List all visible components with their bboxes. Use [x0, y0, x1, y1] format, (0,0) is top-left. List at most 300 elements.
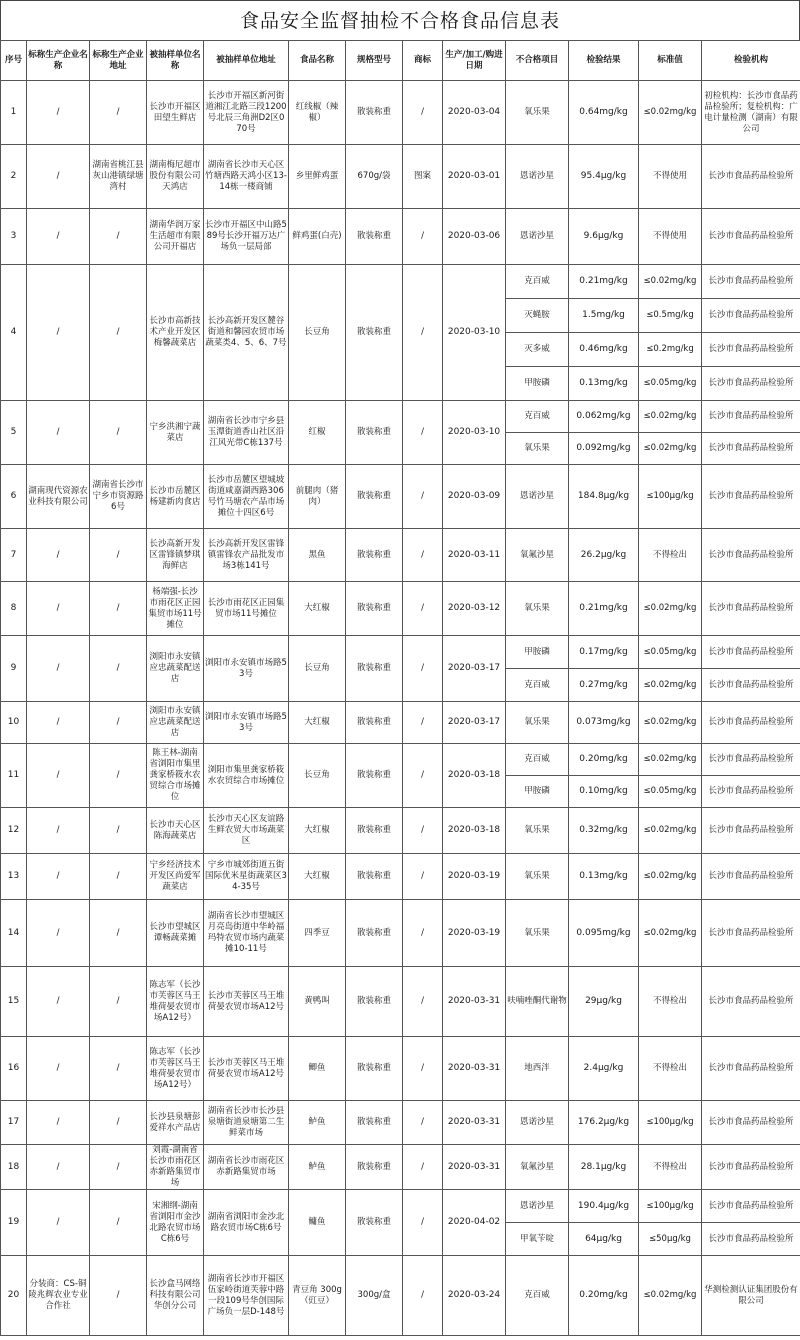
production-date: 2020-03-17 — [443, 702, 506, 744]
sampled-unit-name: 陈志军（长沙市芙蓉区马王堆荷晏农贸市场A12号） — [147, 1037, 204, 1101]
brand: / — [403, 529, 443, 582]
table-row — [1, 1190, 800, 1223]
sampled-unit-name: 宋湘纲-湖南省浏阳市金沙北路农贸市场C栋6号 — [147, 1190, 204, 1256]
production-date: 2020-03-01 — [443, 145, 506, 209]
failed-item: 灭多威 — [506, 333, 569, 367]
table-row — [1, 702, 800, 744]
spec-model: 散装称重 — [346, 465, 403, 529]
test-result: 190.4μg/kg — [569, 1190, 639, 1223]
table-row — [1, 209, 800, 265]
manufacturer-name: / — [27, 1101, 90, 1145]
spec-model: 300g/盒 — [346, 1256, 403, 1336]
standard-value: ≤0.02mg/kg — [639, 900, 702, 967]
standard-value: ≤0.02mg/kg — [639, 854, 702, 900]
sampled-unit-name: 湖南华润万家生活超市有限公司开福店 — [147, 209, 204, 265]
sampled-unit-address: 浏阳市永安镇市场路53号 — [204, 636, 289, 702]
test-result: 9.6μg/kg — [569, 209, 639, 265]
food-name: 乡里鲜鸡蛋 — [289, 145, 346, 209]
standard-value: ≤0.02mg/kg — [639, 669, 702, 702]
manufacturer-address: / — [90, 636, 147, 702]
standard-value: ≤0.02mg/kg — [639, 433, 702, 465]
production-date: 2020-03-10 — [443, 265, 506, 401]
production-date: 2020-03-06 — [443, 209, 506, 265]
row-number: 9 — [1, 636, 27, 702]
standard-value: ≤0.02mg/kg — [639, 401, 702, 433]
test-result: 29μg/kg — [569, 967, 639, 1037]
standard-value: ≤0.05mg/kg — [639, 636, 702, 669]
failed-item: 氧氟沙星 — [506, 529, 569, 582]
production-date: 2020-04-02 — [443, 1190, 506, 1256]
food-name: 鲈鱼 — [289, 1101, 346, 1145]
brand: / — [403, 900, 443, 967]
production-date: 2020-03-18 — [443, 744, 506, 808]
sampled-unit-name: 长沙市望城区谭畅蔬菜摊 — [147, 900, 204, 967]
failed-item: 恩诺沙星 — [506, 1190, 569, 1223]
test-result: 1.5mg/kg — [569, 299, 639, 333]
sampled-unit-address: 湖南省长沙市长沙县泉塘街道泉塘第二生鲜菜市场 — [204, 1101, 289, 1145]
sampled-unit-address: 长沙市天心区友谊路生鲜农贸大市场蔬菜区 — [204, 808, 289, 854]
testing-organization: 长沙市食品药品检验所 — [702, 744, 800, 776]
test-result: 0.13mg/kg — [569, 854, 639, 900]
spec-model: 散装称重 — [346, 967, 403, 1037]
sampled-unit-name: 陈王林-湖南省浏阳市集里龚家桥筱水农贸综合市场摊位 — [147, 744, 204, 808]
spec-model: 散装称重 — [346, 636, 403, 702]
sampled-unit-address: 长沙高新开发区麓谷街道和馨园农贸市场蔬菜类4、5、6、7号 — [204, 265, 289, 401]
testing-organization: 初检机构：长沙市食品药品检验所；复检机构：广电计量检测（湖南）有限公司 — [702, 81, 800, 145]
brand: 图案 — [403, 145, 443, 209]
standard-value: ≤0.02mg/kg — [639, 582, 702, 636]
table-row — [1, 81, 800, 145]
row-number: 12 — [1, 808, 27, 854]
standard-value: ≤0.05mg/kg — [639, 367, 702, 401]
sampled-unit-address: 长沙市开福区中山路589号长沙开福万达广场负一层局部 — [204, 209, 289, 265]
sampled-unit-name: 长沙市天心区陈海蔬菜店 — [147, 808, 204, 854]
testing-organization: 长沙市食品药品检验所 — [702, 529, 800, 582]
manufacturer-name: / — [27, 808, 90, 854]
manufacturer-name: / — [27, 265, 90, 401]
brand: / — [403, 209, 443, 265]
brand: / — [403, 702, 443, 744]
test-result: 0.20mg/kg — [569, 1256, 639, 1336]
sampled-unit-address: 长沙市雨花区正园集贸市场11号摊位 — [204, 582, 289, 636]
table-row — [1, 636, 800, 669]
failed-item: 克百威 — [506, 744, 569, 776]
sampled-unit-name: 杨端强-长沙市雨花区正园集贸市场11号摊位 — [147, 582, 204, 636]
sampled-unit-address: 宁乡市城郊街道五街国际优米星街蔬菜区34-35号 — [204, 854, 289, 900]
failed-item: 恩诺沙星 — [506, 209, 569, 265]
manufacturer-address: 湖南省长沙市宁乡市资源路6号 — [90, 465, 147, 529]
testing-organization: 长沙市食品药品检验所 — [702, 582, 800, 636]
row-number: 13 — [1, 854, 27, 900]
row-number: 1 — [1, 81, 27, 145]
spec-model: 散装称重 — [346, 854, 403, 900]
brand: / — [403, 808, 443, 854]
row-number: 8 — [1, 582, 27, 636]
manufacturer-address: / — [90, 1101, 147, 1145]
header-cell: 检验结果 — [569, 41, 639, 81]
spec-model: 散装称重 — [346, 702, 403, 744]
production-date: 2020-03-19 — [443, 854, 506, 900]
spec-model: 670g/袋 — [346, 145, 403, 209]
failed-item: 氧乐果 — [506, 81, 569, 145]
food-name: 大红椒 — [289, 702, 346, 744]
standard-value: ≤0.02mg/kg — [639, 808, 702, 854]
failed-item: 呋喃唑酮代谢物 — [506, 967, 569, 1037]
failed-item: 氧乐果 — [506, 900, 569, 967]
testing-organization: 长沙市食品药品检验所 — [702, 401, 800, 433]
table-row — [1, 582, 800, 636]
manufacturer-name: / — [27, 900, 90, 967]
sampled-unit-name: 湖南梅尼超市股份有限公司天鸿店 — [147, 145, 204, 209]
failed-item: 氧乐果 — [506, 582, 569, 636]
manufacturer-address: / — [90, 1145, 147, 1190]
failed-item: 恩诺沙星 — [506, 145, 569, 209]
spec-model: 散装称重 — [346, 808, 403, 854]
failed-item: 氧氟沙星 — [506, 1145, 569, 1190]
production-date: 2020-03-18 — [443, 808, 506, 854]
sampled-unit-name: 长沙市高新技术产业开发区梅馨蔬菜店 — [147, 265, 204, 401]
sampled-unit-address: 长沙市岳麓区望城坡街道咸嘉湖西路306号竹马塘农产品市场摊位十四区6号 — [204, 465, 289, 529]
food-name: 前腿肉（猪肉） — [289, 465, 346, 529]
failed-item: 氧乐果 — [506, 854, 569, 900]
spec-model: 散装称重 — [346, 1190, 403, 1256]
testing-organization: 长沙市食品药品检验所 — [702, 1223, 800, 1256]
testing-organization: 长沙市食品药品检验所 — [702, 1101, 800, 1145]
header-cell: 生产/加工/购进日期 — [443, 41, 506, 81]
failed-item: 灭蝇胺 — [506, 299, 569, 333]
spec-model: 散装称重 — [346, 582, 403, 636]
table-row — [1, 1037, 800, 1101]
manufacturer-name: / — [27, 1145, 90, 1190]
manufacturer-address: / — [90, 1037, 147, 1101]
table-title: 食品安全监督抽检不合格食品信息表 — [0, 0, 800, 40]
standard-value: ≤0.02mg/kg — [639, 265, 702, 299]
standard-value: ≤0.05mg/kg — [639, 776, 702, 808]
spec-model: 散装称重 — [346, 744, 403, 808]
row-number: 17 — [1, 1101, 27, 1145]
test-result: 0.21mg/kg — [569, 265, 639, 299]
testing-organization: 长沙市食品药品检验所 — [702, 967, 800, 1037]
sampled-unit-name: 宁乡经济技术开发区尚爱军蔬菜店 — [147, 854, 204, 900]
spec-model: 散装称重 — [346, 401, 403, 465]
brand: / — [403, 582, 443, 636]
sampled-unit-address: 湖南省长沙市雨花区赤新路集贸市场 — [204, 1145, 289, 1190]
testing-organization: 长沙市食品药品检验所 — [702, 808, 800, 854]
brand: / — [403, 854, 443, 900]
inspection-table — [0, 40, 800, 1336]
failed-item: 甲胺磷 — [506, 367, 569, 401]
spec-model: 散装称重 — [346, 900, 403, 967]
testing-organization: 长沙市食品药品检验所 — [702, 433, 800, 465]
testing-organization: 长沙市食品药品检验所 — [702, 900, 800, 967]
row-number: 16 — [1, 1037, 27, 1101]
row-number: 3 — [1, 209, 27, 265]
sampled-unit-name: 浏阳市永安镇应忠蔬菜配送店 — [147, 702, 204, 744]
testing-organization: 长沙市食品药品检验所 — [702, 333, 800, 367]
test-result: 26.2μg/kg — [569, 529, 639, 582]
standard-value: 不得检出 — [639, 967, 702, 1037]
manufacturer-name: 湖南现代资源农业科技有限公司 — [27, 465, 90, 529]
manufacturer-name: / — [27, 582, 90, 636]
failed-item: 地西泮 — [506, 1037, 569, 1101]
test-result: 0.092mg/kg — [569, 433, 639, 465]
food-name: 红椒 — [289, 401, 346, 465]
manufacturer-name: / — [27, 702, 90, 744]
manufacturer-address: / — [90, 582, 147, 636]
sampled-unit-address: 湖南省浏阳市金沙北路农贸市场C栋6号 — [204, 1190, 289, 1256]
testing-organization: 长沙市食品药品检验所 — [702, 636, 800, 669]
header-cell: 商标 — [403, 41, 443, 81]
table-row — [1, 967, 800, 1037]
food-name: 鲜鸡蛋(白壳) — [289, 209, 346, 265]
test-result: 0.095mg/kg — [569, 900, 639, 967]
test-result: 0.32mg/kg — [569, 808, 639, 854]
spec-model: 散装称重 — [346, 529, 403, 582]
test-result: 64μg/kg — [569, 1223, 639, 1256]
test-result: 0.17mg/kg — [569, 636, 639, 669]
failed-item: 克百威 — [506, 401, 569, 433]
spec-model: 散装称重 — [346, 1037, 403, 1101]
failed-item: 氧乐果 — [506, 433, 569, 465]
row-number: 4 — [1, 265, 27, 401]
header-cell: 不合格项目 — [506, 41, 569, 81]
failed-item: 克百威 — [506, 669, 569, 702]
food-name: 黑鱼 — [289, 529, 346, 582]
production-date: 2020-03-24 — [443, 1256, 506, 1336]
sampled-unit-address: 浏阳市集里龚家桥筱水农贸综合市场摊位 — [204, 744, 289, 808]
spec-model: 散装称重 — [346, 1145, 403, 1190]
row-number: 5 — [1, 401, 27, 465]
failed-item: 克百威 — [506, 1256, 569, 1336]
manufacturer-address: 湖南省桃江县灰山港镇绿塘湾村 — [90, 145, 147, 209]
header-cell: 规格型号 — [346, 41, 403, 81]
manufacturer-name: / — [27, 636, 90, 702]
spec-model: 散装称重 — [346, 209, 403, 265]
manufacturer-address: / — [90, 744, 147, 808]
testing-organization: 长沙市食品药品检验所 — [702, 702, 800, 744]
sampled-unit-address: 长沙市芙蓉区马王堆荷晏农贸市场A12号 — [204, 1037, 289, 1101]
sampled-unit-name: 长沙县泉塘彭爱祥水产品店 — [147, 1101, 204, 1145]
failed-item: 甲胺磷 — [506, 776, 569, 808]
manufacturer-address: / — [90, 265, 147, 401]
production-date: 2020-03-31 — [443, 967, 506, 1037]
manufacturer-address: / — [90, 1256, 147, 1336]
sampled-unit-name: 长沙盒马网络科技有限公司华创分公司 — [147, 1256, 204, 1336]
manufacturer-name: / — [27, 81, 90, 145]
sampled-unit-name: 长沙高新开发区雷锋镇梦琪海鲜店 — [147, 529, 204, 582]
production-date: 2020-03-11 — [443, 529, 506, 582]
manufacturer-name: / — [27, 401, 90, 465]
manufacturer-name: / — [27, 529, 90, 582]
standard-value: ≤0.02mg/kg — [639, 744, 702, 776]
table-row — [1, 1145, 800, 1190]
sampled-unit-name: 浏阳市永安镇应忠蔬菜配送店 — [147, 636, 204, 702]
brand: / — [403, 265, 443, 401]
brand: / — [403, 1101, 443, 1145]
testing-organization: 长沙市食品药品检验所 — [702, 367, 800, 401]
header-row — [1, 41, 800, 81]
testing-organization: 长沙市食品药品检验所 — [702, 1145, 800, 1190]
header-cell: 标称生产企业名称 — [27, 41, 90, 81]
standard-value: ≤0.02mg/kg — [639, 702, 702, 744]
food-name: 大红椒 — [289, 582, 346, 636]
row-number: 20 — [1, 1256, 27, 1336]
table-row — [1, 145, 800, 209]
production-date: 2020-03-10 — [443, 401, 506, 465]
manufacturer-address: / — [90, 209, 147, 265]
test-result: 0.20mg/kg — [569, 744, 639, 776]
header-cell: 序号 — [1, 41, 27, 81]
standard-value: ≤100μg/kg — [639, 1190, 702, 1223]
standard-value: ≤0.02mg/kg — [639, 1256, 702, 1336]
brand: / — [403, 744, 443, 808]
testing-organization: 长沙市食品药品检验所 — [702, 776, 800, 808]
food-name: 鳙鱼 — [289, 1190, 346, 1256]
table-row — [1, 808, 800, 854]
row-number: 7 — [1, 529, 27, 582]
sampled-unit-name: 陈志军（长沙市芙蓉区马王堆荷晏农贸市场A12号） — [147, 967, 204, 1037]
brand: / — [403, 1190, 443, 1256]
manufacturer-name: / — [27, 1190, 90, 1256]
manufacturer-name: / — [27, 1037, 90, 1101]
production-date: 2020-03-31 — [443, 1037, 506, 1101]
brand: / — [403, 81, 443, 145]
brand: / — [403, 1145, 443, 1190]
table-row — [1, 401, 800, 433]
row-number: 2 — [1, 145, 27, 209]
test-result: 0.062mg/kg — [569, 401, 639, 433]
test-result: 0.27mg/kg — [569, 669, 639, 702]
testing-organization: 长沙市食品药品检验所 — [702, 465, 800, 529]
brand: / — [403, 1256, 443, 1336]
header-cell: 被抽样单位地址 — [204, 41, 289, 81]
food-name: 鲈鱼 — [289, 1145, 346, 1190]
manufacturer-name: / — [27, 854, 90, 900]
food-name: 青豆角 300g（豇豆） — [289, 1256, 346, 1336]
failed-item: 恩诺沙星 — [506, 465, 569, 529]
sampled-unit-name: 长沙市开福区田望生鲜店 — [147, 81, 204, 145]
header-cell: 被抽样单位名称 — [147, 41, 204, 81]
standard-value: 不得检出 — [639, 529, 702, 582]
spec-model: 散装称重 — [346, 81, 403, 145]
row-number: 19 — [1, 1190, 27, 1256]
table-row — [1, 1101, 800, 1145]
standard-value: ≤100μg/kg — [639, 1101, 702, 1145]
sampled-unit-address: 长沙高新开发区雷锋镇雷锋农产品批发市场3栋141号 — [204, 529, 289, 582]
header-cell: 标称生产企业地址 — [90, 41, 147, 81]
header-cell: 标准值 — [639, 41, 702, 81]
table-row — [1, 465, 800, 529]
row-number: 15 — [1, 967, 27, 1037]
production-date: 2020-03-09 — [443, 465, 506, 529]
food-name: 鲫鱼 — [289, 1037, 346, 1101]
manufacturer-address: / — [90, 1190, 147, 1256]
sampled-unit-name: 刘霞-湖南省长沙市雨花区赤新路集贸市场 — [147, 1145, 204, 1190]
standard-value: 不得使用 — [639, 145, 702, 209]
standard-value: ≤100μg/kg — [639, 465, 702, 529]
table-body — [1, 81, 800, 1336]
manufacturer-address: / — [90, 808, 147, 854]
food-name: 长豆角 — [289, 744, 346, 808]
sampled-unit-address: 长沙市开福区新河街道湘江北路三段1200号北辰三角洲D2区070号 — [204, 81, 289, 145]
food-name: 大红椒 — [289, 854, 346, 900]
sampled-unit-address: 浏阳市永安镇市场路53号 — [204, 702, 289, 744]
testing-organization: 长沙市食品药品检验所 — [702, 209, 800, 265]
food-name: 四季豆 — [289, 900, 346, 967]
standard-value: 不得检出 — [639, 1145, 702, 1190]
food-name: 长豆角 — [289, 636, 346, 702]
test-result: 176.2μg/kg — [569, 1101, 639, 1145]
food-name: 黄鸭叫 — [289, 967, 346, 1037]
failed-item: 克百威 — [506, 265, 569, 299]
failed-item: 甲氧苄啶 — [506, 1223, 569, 1256]
standard-value: ≤0.02mg/kg — [639, 81, 702, 145]
header-cell: 检验机构 — [702, 41, 800, 81]
test-result: 0.073mg/kg — [569, 702, 639, 744]
food-name: 大红椒 — [289, 808, 346, 854]
food-name: 红线椒（辣椒） — [289, 81, 346, 145]
header-cell: 食品名称 — [289, 41, 346, 81]
sampled-unit-address: 湖南省长沙市望城区月亮岛街道中华岭福玛特农贸市场内蔬菜摊10-11号 — [204, 900, 289, 967]
test-result: 0.10mg/kg — [569, 776, 639, 808]
testing-organization: 长沙市食品药品检验所 — [702, 669, 800, 702]
test-result: 95.4μg/kg — [569, 145, 639, 209]
production-date: 2020-03-19 — [443, 900, 506, 967]
manufacturer-address: / — [90, 401, 147, 465]
spec-model: 散装称重 — [346, 1101, 403, 1145]
manufacturer-address: / — [90, 854, 147, 900]
test-result: 0.21mg/kg — [569, 582, 639, 636]
testing-organization: 华测检测认证集团股份有限公司 — [702, 1256, 800, 1336]
manufacturer-address: / — [90, 900, 147, 967]
testing-organization: 长沙市食品药品检验所 — [702, 145, 800, 209]
table-row — [1, 900, 800, 967]
test-result: 2.4μg/kg — [569, 1037, 639, 1101]
manufacturer-name: / — [27, 209, 90, 265]
table-row — [1, 265, 800, 299]
test-result: 184.8μg/kg — [569, 465, 639, 529]
sampled-unit-address: 湖南省长沙市宁乡县玉潭街道香山社区沿江风光带C栋137号 — [204, 401, 289, 465]
production-date: 2020-03-12 — [443, 582, 506, 636]
manufacturer-name: / — [27, 744, 90, 808]
sampled-unit-name: 长沙市岳麓区杨建新肉食店 — [147, 465, 204, 529]
manufacturer-name: / — [27, 145, 90, 209]
brand: / — [403, 1037, 443, 1101]
table-row — [1, 529, 800, 582]
row-number: 6 — [1, 465, 27, 529]
sampled-unit-name: 宁乡洪湘宁蔬菜店 — [147, 401, 204, 465]
testing-organization: 长沙市食品药品检验所 — [702, 854, 800, 900]
manufacturer-address: / — [90, 702, 147, 744]
brand: / — [403, 465, 443, 529]
row-number: 14 — [1, 900, 27, 967]
table-row — [1, 744, 800, 776]
standard-value: ≤0.5mg/kg — [639, 299, 702, 333]
table-row — [1, 1256, 800, 1336]
sampled-unit-address: 湖南省长沙市开福区伍家岭街道芙蓉中路一段109号华创国际广场负一层D-148号 — [204, 1256, 289, 1336]
production-date: 2020-03-31 — [443, 1145, 506, 1190]
brand: / — [403, 967, 443, 1037]
standard-value: 不得检出 — [639, 1037, 702, 1101]
manufacturer-name: 分装商：CS-铜陵兆辉农业专业合作社 — [27, 1256, 90, 1336]
failed-item: 恩诺沙星 — [506, 1101, 569, 1145]
test-result: 0.13mg/kg — [569, 367, 639, 401]
sampled-unit-address: 长沙市芙蓉区马王堆荷晏农贸市场A12号 — [204, 967, 289, 1037]
testing-organization: 长沙市食品药品检验所 — [702, 265, 800, 299]
row-number: 18 — [1, 1145, 27, 1190]
failed-item: 氧乐果 — [506, 808, 569, 854]
test-result: 28.1μg/kg — [569, 1145, 639, 1190]
